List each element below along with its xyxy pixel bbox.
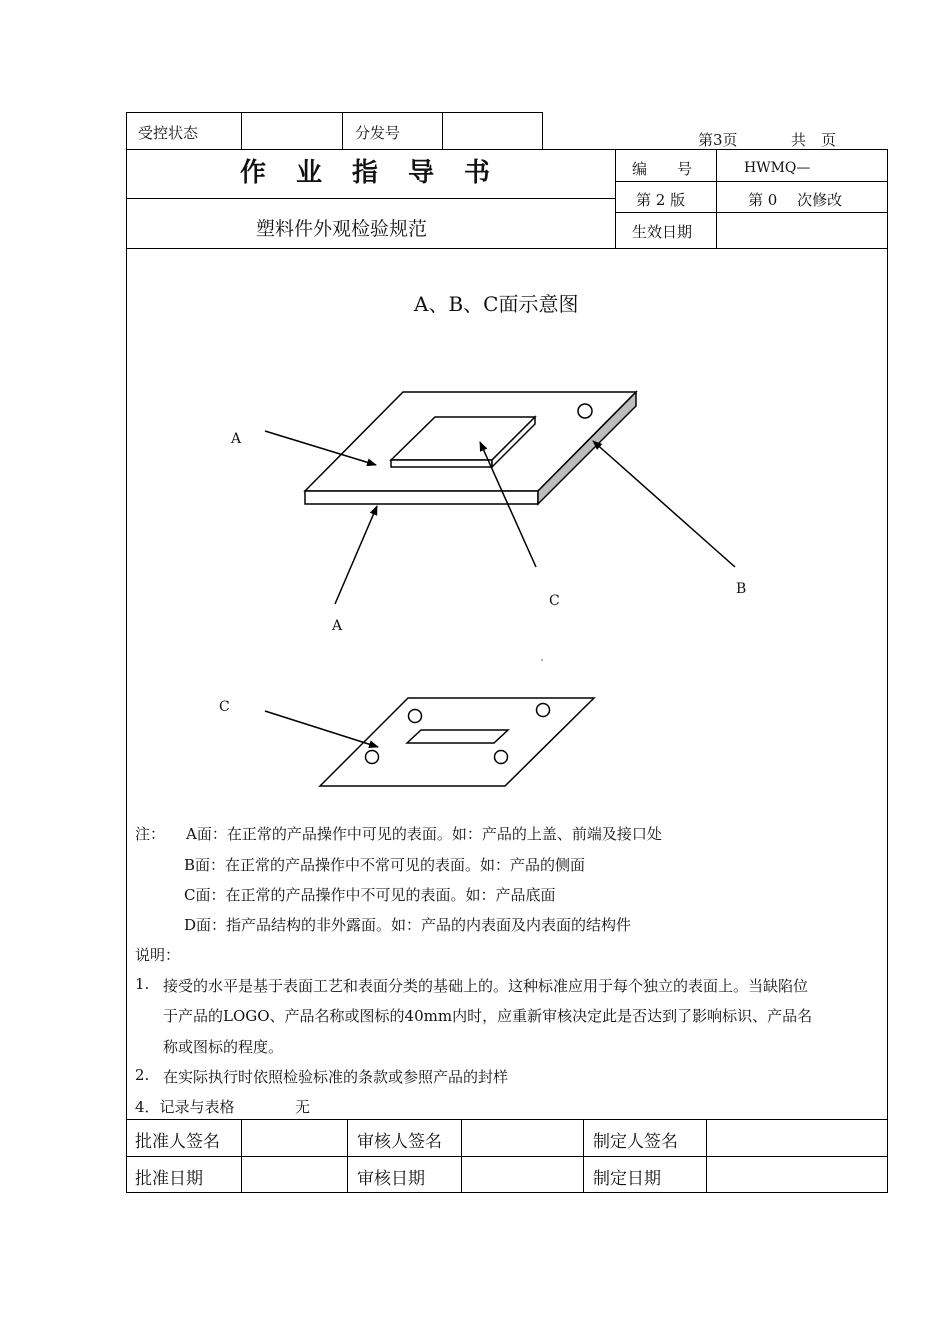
edition-label: 第 2 版 <box>636 191 686 209</box>
item-2-number: 2. <box>135 1066 150 1084</box>
arrow-c-bottom <box>265 711 378 747</box>
note-b: B面：在正常的产品操作中不常可见的表面。如：产品的侧面 <box>184 856 586 874</box>
approver-label: 批准人签名 <box>135 1132 220 1152</box>
label-c-bottom: C <box>219 699 230 715</box>
arrow-b <box>593 441 735 567</box>
distribution-number-label: 分发号 <box>355 124 401 142</box>
notes-prefix: 注： <box>135 825 166 843</box>
item-1-line-1: 接受的水平是基于表面工艺和表面分类的基础上的。这种标准应用于每个独立的表面上。当缺陷位 <box>163 977 809 995</box>
make-date-label: 制定日期 <box>593 1169 661 1189</box>
effective-date-label: 生效日期 <box>632 223 693 241</box>
label-c: C <box>549 593 560 609</box>
approve-date-label: 批准日期 <box>135 1169 203 1189</box>
number-value: HWMQ— <box>744 160 811 176</box>
reviewer-label: 审核人签名 <box>357 1132 442 1152</box>
item-4-value: 无 <box>295 1098 311 1116</box>
item-1-number: 1. <box>135 975 150 993</box>
label-a-lower: A <box>332 618 343 634</box>
page-number: 第3页 <box>698 131 738 149</box>
label-b: B <box>736 581 747 597</box>
divider <box>241 1119 242 1193</box>
item-1-line-2: 于产品的LOGO、产品名称或图标的40mm内时，应重新审核决定此是否达到了影响标识、产品名 <box>163 1007 813 1025</box>
item-2-text: 在实际执行时依照检验标准的条款或参照产品的封样 <box>163 1068 509 1086</box>
divider <box>583 1119 584 1193</box>
label-a-upper: A <box>231 431 242 447</box>
item-4-text: 4．记录与表格 <box>135 1098 235 1116</box>
boss-front-face <box>391 460 492 467</box>
figure-title: A、B、C面示意图 <box>414 292 579 316</box>
note-d: D面：指产品结构的非外露面。如：产品的内表面及内表面的结构件 <box>184 916 632 934</box>
page-title: 作业指导书 <box>240 158 521 188</box>
arrow-a-lower <box>335 506 377 604</box>
divider <box>347 1119 348 1193</box>
note-c: C面：在正常的产品操作中不可见的表面。如：产品底面 <box>184 886 556 904</box>
stray-dot <box>541 659 543 661</box>
divider <box>461 1119 462 1193</box>
document-subtitle: 塑料件外观检验规范 <box>256 218 428 240</box>
divider <box>706 1119 707 1193</box>
control-status-label: 受控状态 <box>138 124 199 142</box>
explanation-heading: 说明： <box>135 946 181 964</box>
note-a: A面：在正常的产品操作中可见的表面。如：产品的上盖、前端及接口处 <box>186 825 662 843</box>
item-1-line-3: 称或图标的程度。 <box>163 1038 284 1056</box>
total-pages: 共 页 <box>791 131 837 149</box>
review-date-label: 审核日期 <box>357 1169 425 1189</box>
bottom-slot <box>407 730 508 743</box>
number-label: 编 号 <box>632 160 693 178</box>
maker-label: 制定人签名 <box>593 1132 678 1152</box>
revision-text: 第 0 次修改 <box>748 191 843 209</box>
